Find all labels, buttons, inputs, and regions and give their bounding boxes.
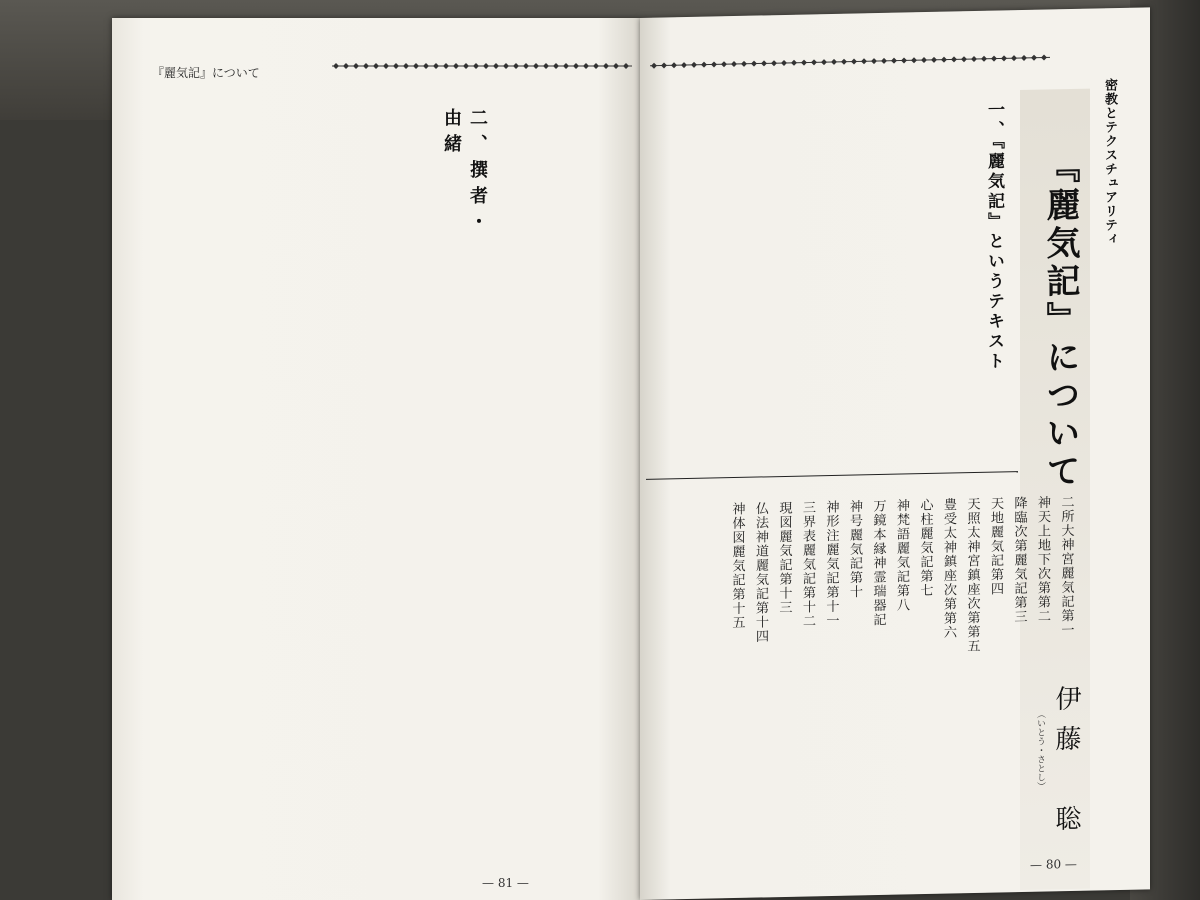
volume-list-item: 三界表麗気記第十二 <box>800 500 815 629</box>
ornamental-border <box>650 53 1050 69</box>
section-heading: 二、撰者・由緒 <box>441 108 488 238</box>
volume-list-item: 心柱麗気記第七 <box>917 497 933 598</box>
open-book <box>112 0 1162 900</box>
volume-list-item: 天照太神宮鎮座次第第五 <box>964 496 980 654</box>
author-name: 伊藤 聡 <box>1051 684 1081 846</box>
volume-list-item: 降臨次第麗気記第三 <box>1011 495 1027 625</box>
volume-list-item: 二所大神宮麗気記第一 <box>1058 494 1074 638</box>
left-page <box>112 18 640 900</box>
volume-list-item: 現図麗気記第十三 <box>776 500 792 615</box>
volume-list-item: 神梵語麗気記第八 <box>894 498 909 613</box>
author-reading: （いとう・さとし） <box>1035 709 1045 791</box>
volume-list <box>724 495 1077 862</box>
volume-list-item: 仏法神道麗気記第十四 <box>753 501 768 644</box>
volume-list-item: 天地麗気記第四 <box>988 496 1003 597</box>
page-number: — 81 — <box>482 876 529 890</box>
series-title: 密教とテクスチュアリティ <box>1102 78 1117 247</box>
running-header: 『麗気記』について <box>152 66 260 80</box>
section-heading: 一、『麗気記』というテキスト <box>984 100 1004 373</box>
article-title: 『麗気記』について <box>1040 148 1080 492</box>
ornamental-border <box>332 62 632 70</box>
volume-list-item: 神天上地下次第第二 <box>1035 495 1050 624</box>
divider-rule <box>646 471 1018 480</box>
volume-list-item: 神号麗気記第十 <box>847 499 862 600</box>
volume-list-item: 豊受太神鎮座次第第六 <box>941 497 956 640</box>
volume-list-item: 万鏡本縁神霊瑞器記 <box>870 498 886 627</box>
page-number: — 80 — <box>1030 856 1077 872</box>
right-page <box>640 7 1150 900</box>
volume-list-item: 神体図麗気記第十五 <box>729 501 745 630</box>
volume-list-item: 神形注麗気記第十一 <box>823 499 839 628</box>
